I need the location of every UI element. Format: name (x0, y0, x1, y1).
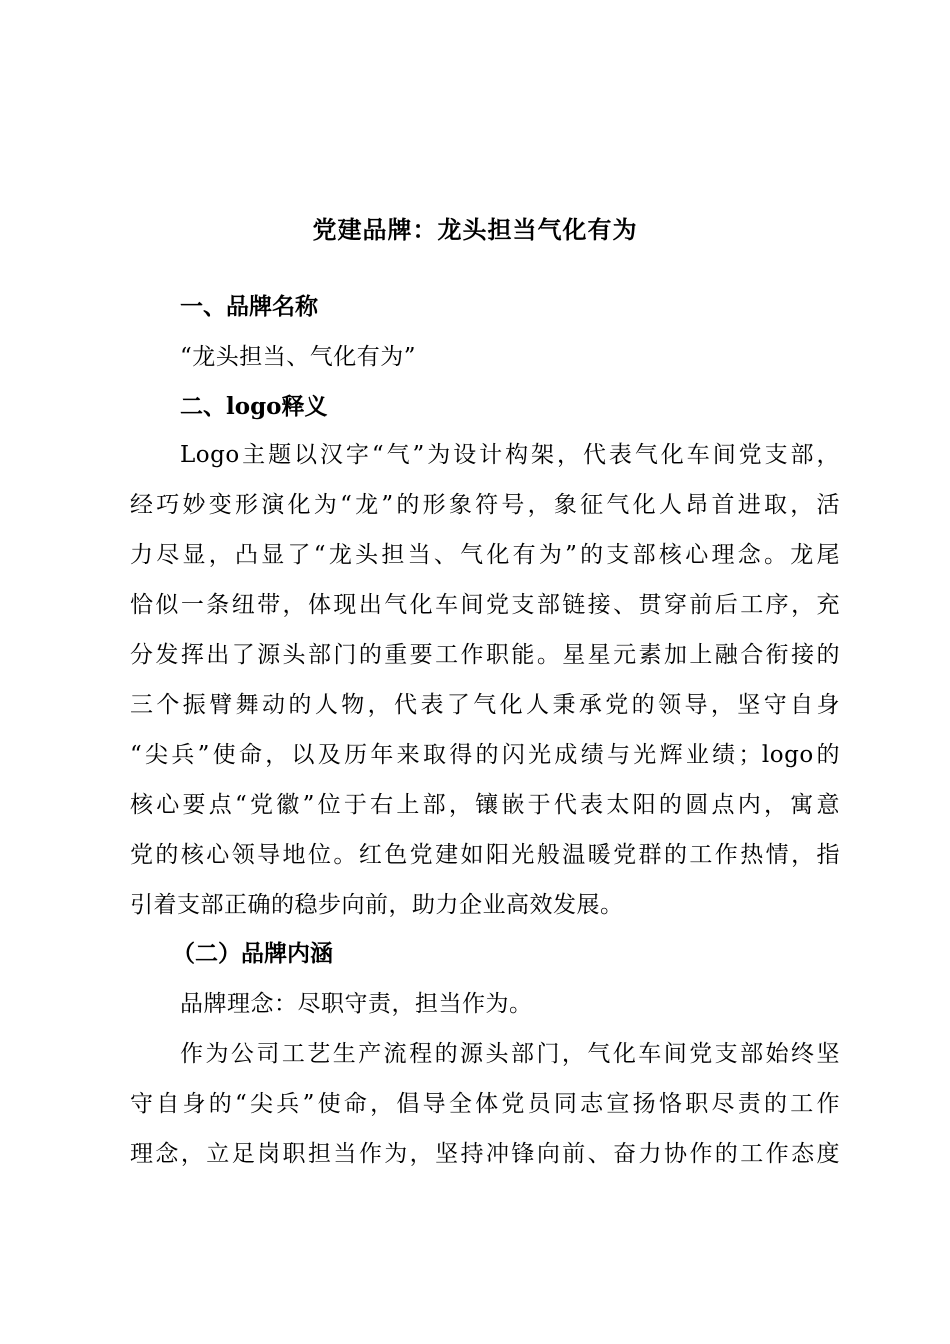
paragraph-line: 恰似一条纽带，体现出气化车间党支部链接、贯穿前后工序，充 (130, 592, 840, 618)
paragraph-line: 力尽显，凸显了“龙头担当、气化有为”的支部核心理念。龙尾 (130, 542, 840, 568)
section-heading-logo: 二、logo释义 (180, 393, 328, 420)
section-heading-brand-name: 一、品牌名称 (180, 293, 318, 320)
paragraph-line: 作为公司工艺生产流程的源头部门，气化车间党支部始终坚 (180, 1041, 840, 1067)
brand-concept-text: 品牌理念：尽职守责，担当作为。 (180, 991, 533, 1017)
paragraph-line: 经巧妙变形演化为“龙”的形象符号，象征气化人昂首进取，活 (130, 492, 840, 518)
brand-name-text: “龙头担当、气化有为” (180, 344, 417, 370)
paragraph-line: 理念，立足岗职担当作为，坚持冲锋向前、奋力协作的工作态度 (130, 1141, 840, 1167)
document-title: 党建品牌：龙头担当气化有为 (312, 215, 638, 244)
paragraph-line: 党的核心领导地位。红色党建如阳光般温暖党群的工作热情，指 (130, 842, 840, 868)
paragraph-line: 三个振臂舞动的人物，代表了气化人秉承党的领导，坚守自身 (130, 692, 840, 718)
paragraph-line: 分发挥出了源头部门的重要工作职能。星星元素加上融合衔接的 (130, 642, 840, 668)
paragraph-line: “尖兵”使命，以及历年来取得的闪光成绩与光辉业绩；logo的 (130, 742, 840, 768)
paragraph-line: 引着支部正确的稳步向前，助力企业高效发展。 (130, 892, 624, 918)
paragraph-line: Logo主题以汉字“气”为设计构架，代表气化车间党支部， (180, 442, 840, 468)
section-heading-brand-connotation: （二）品牌内涵 (172, 940, 333, 967)
paragraph-line: 守自身的“尖兵”使命，倡导全体党员同志宣扬恪职尽责的工作 (130, 1091, 840, 1117)
paragraph-line: 核心要点“党徽”位于右上部，镶嵌于代表太阳的圆点内，寓意 (130, 792, 840, 818)
